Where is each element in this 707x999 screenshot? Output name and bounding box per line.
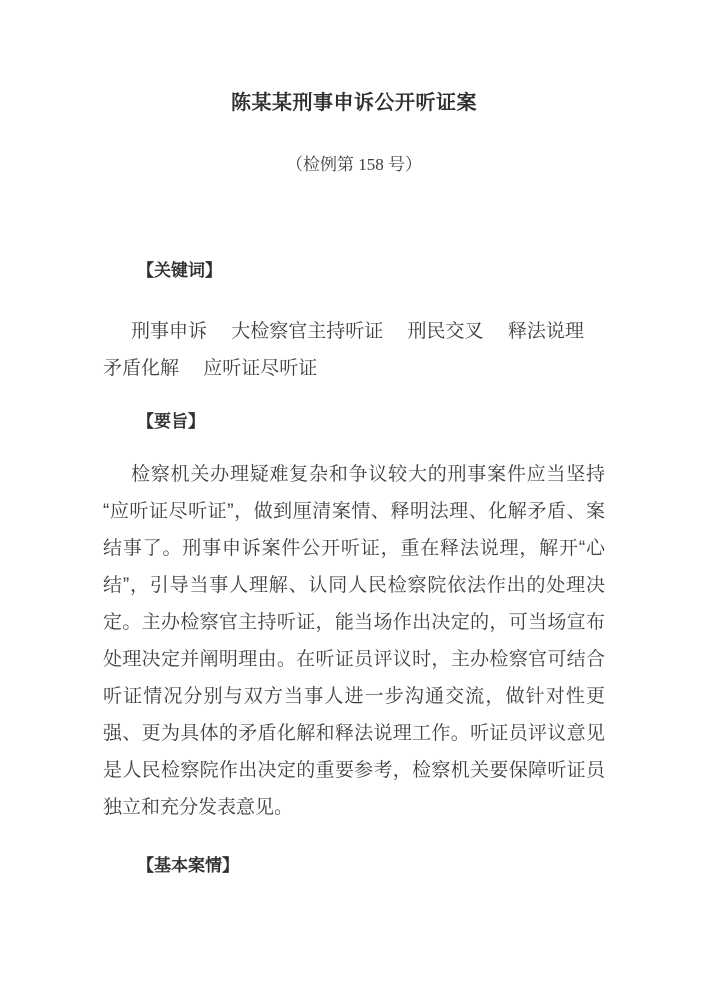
document-title: 陈某某刑事申诉公开听证案 (231, 92, 477, 114)
case-number: （检例第 158 号） (286, 155, 422, 174)
summary-paragraph: 检察机关办理疑难复杂和争议较大的刑事案件应当坚持“应听证尽听证”，做到厘清案情、释明法理、化解矛盾、案结事了。刑事申诉案件公开听证，重在释法说理，解开“心结”，引导当事人理解、认同人民检察院依法作出的处理决定。主办检察官主持听证，能当场作出决定的，可当场宣布处理决定并阐明理由。在听证员评议时，主办检察官可结合听证情况分别与双方当事人进一步沟通交流，做针对性更强、更为具体的矛盾化解和释法说理工作。听证员评议意见是人民检察院作出决定的重要参考，检察机关要保障听证员独立和充分发表意见。 (103, 464, 605, 818)
section-heading-basic-facts: 【基本案情】 (137, 856, 239, 875)
keywords-text: 刑事申诉 大检察官主持听证 刑民交叉 释法说理 矛盾化解 应听证尽听证 (103, 321, 609, 379)
section-heading-keywords: 【关键词】 (137, 261, 222, 280)
section-heading-summary: 【要旨】 (137, 412, 205, 431)
